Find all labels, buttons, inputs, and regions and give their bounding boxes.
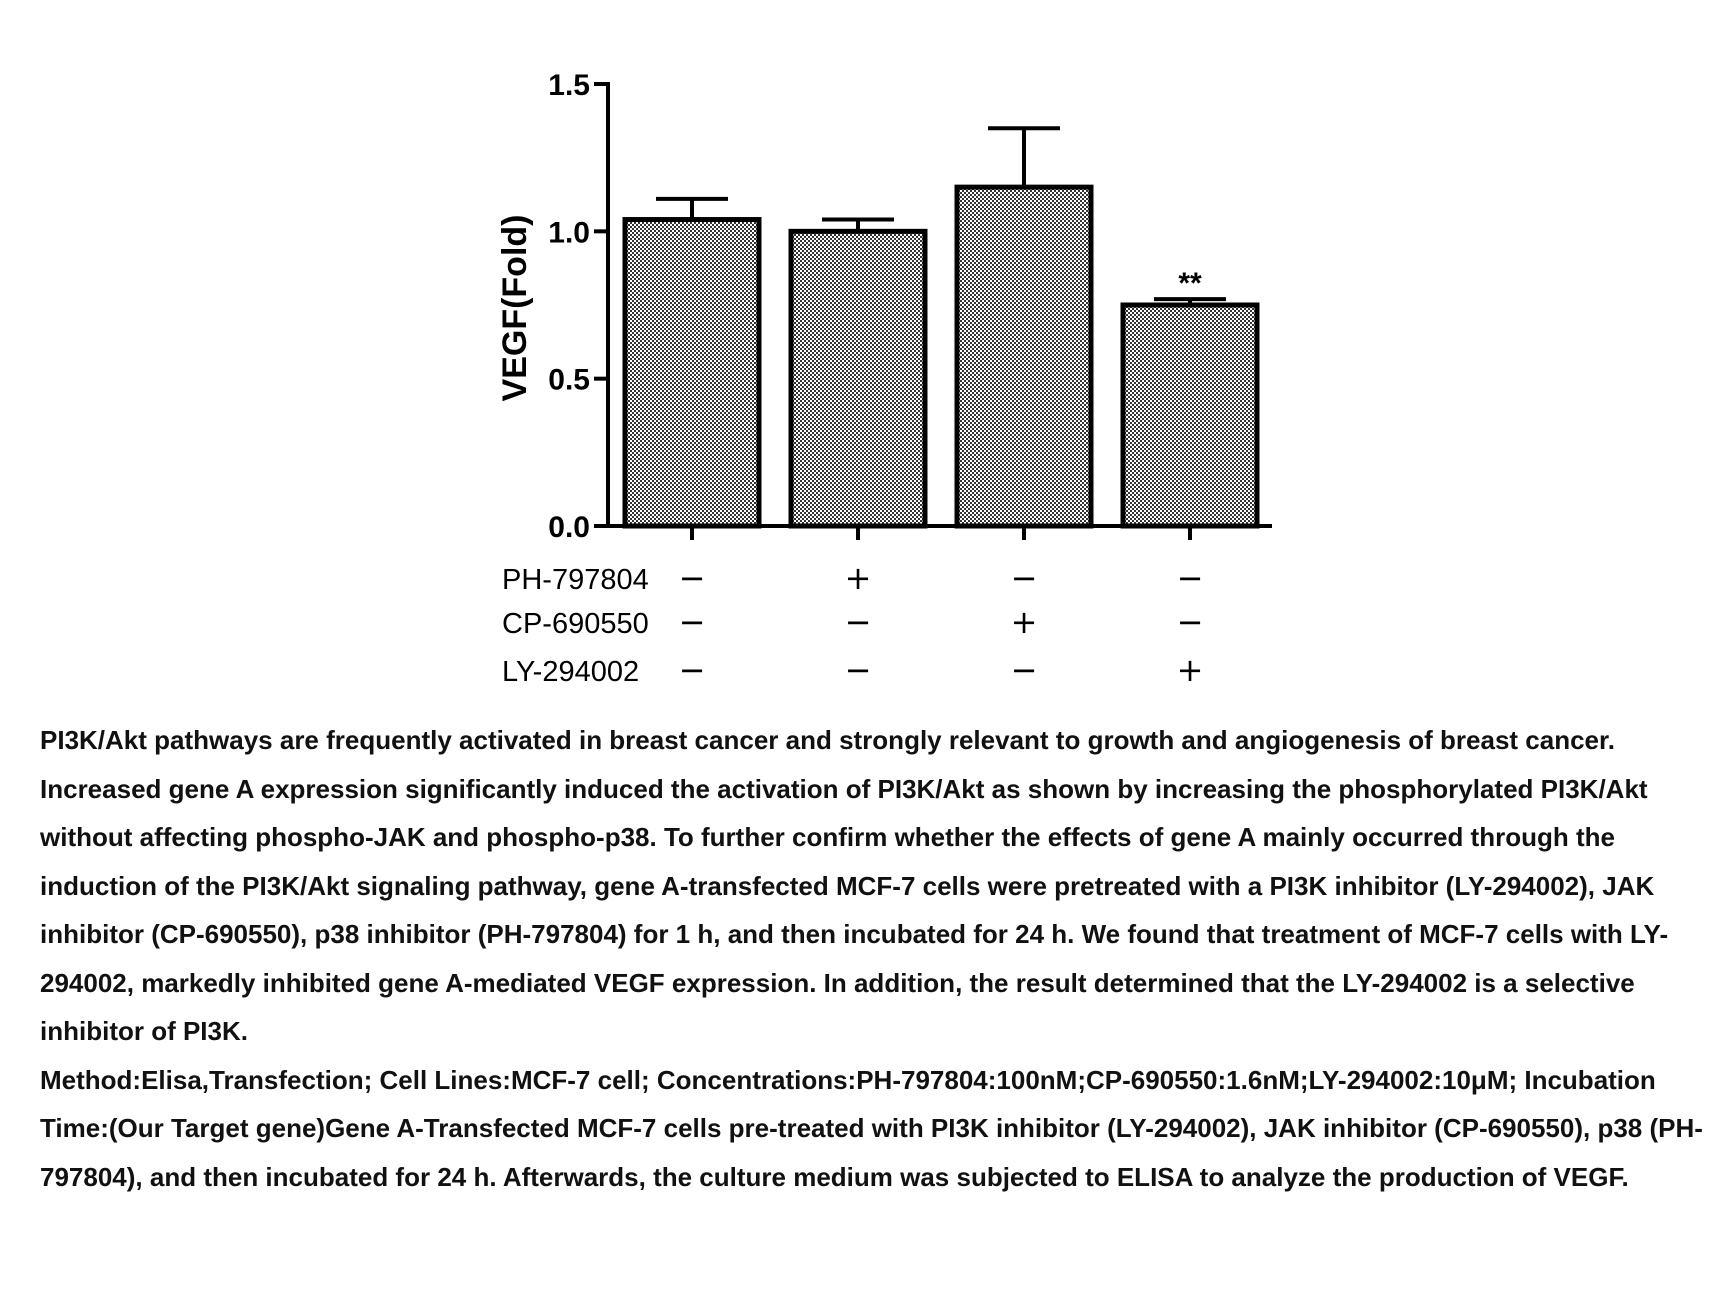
bar	[1123, 305, 1257, 526]
treatment-minus: −	[678, 559, 706, 597]
y-tick-label: 0.5	[548, 363, 590, 397]
significance-marker: **	[1178, 267, 1202, 301]
y-tick-label: 1.5	[548, 69, 590, 102]
treatment-minus: −	[1176, 603, 1204, 641]
treatment-row-label: PH-797804	[502, 564, 649, 596]
y-tick-label: 0.0	[548, 511, 590, 544]
treatment-row-label: CP-690550	[502, 608, 649, 640]
treatment-minus: −	[678, 651, 706, 689]
treatment-plus: +	[1176, 651, 1204, 689]
treatment-minus: −	[1010, 559, 1038, 597]
bar	[625, 220, 759, 526]
caption-paragraph: PI3K/Akt pathways are frequently activated in breast cancer and strongly relevant to growth and angiogenesis of breast cancer. Increased gene A expression significantly induced the activation of PI3K/Akt as shown by increasing the phosphorylated PI3K/Akt without affecting phospho-JAK and phospho-p38. To further confirm whether the effects of gene A mainly occurred through the induction of the PI3K/Akt signaling pathway, gene A-transfected MCF-7 cells were pretreated with a PI3K inhibitor (LY-294002), JAK inhibitor (CP-690550), p38 inhibitor (PH-797804) for 1 h, and then incubated for 24 h. We found that treatment of MCF-7 cells with LY-294002, markedly inhibited gene A-mediated VEGF expression. In addition, the result determined that the LY-294002 is a selective inhibitor of PI3K.	[40, 725, 1669, 1046]
figure-caption	[40, 716, 1720, 1201]
bar	[791, 231, 925, 526]
treatment-minus: −	[1010, 651, 1038, 689]
treatment-minus: −	[678, 603, 706, 641]
treatment-plus: +	[844, 559, 872, 597]
caption-method: Method:Elisa,Transfection; Cell Lines:MCF-7 cell; Concentrations:PH-797804:100nM;CP-690550:1.6nM;LY-294002:10μM; Incubation Time:(Our Target gene)Gene A-Transfected MCF-7 cells pre-treated with PI3K inhibitor (LY-294002), JAK inhibitor (CP-690550), p38 (PH-797804), and then incubated for 24 h. Afterwards, the culture medium was subjected to ELISA to analyze the production of VEGF.	[40, 1064, 1703, 1192]
y-tick-label: 1.0	[548, 216, 590, 250]
bar	[957, 187, 1091, 526]
treatment-minus: −	[1176, 559, 1204, 597]
treatment-row-label: LY-294002	[502, 656, 640, 688]
treatment-minus: −	[844, 603, 872, 641]
y-axis-label: VEGF(Fold)	[496, 214, 534, 402]
treatment-plus: +	[1010, 603, 1038, 641]
treatment-minus: −	[844, 651, 872, 689]
